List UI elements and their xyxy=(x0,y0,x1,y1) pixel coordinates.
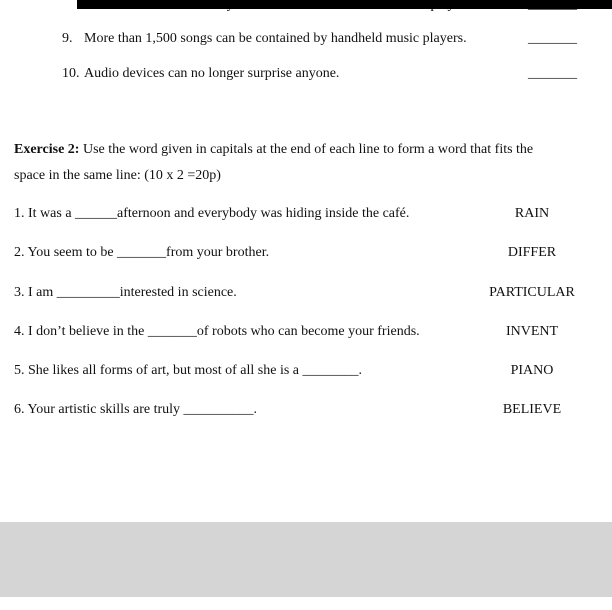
exercise2-item xyxy=(14,324,586,340)
capital-word: RAIN xyxy=(514,206,550,221)
capital-word: PIANO xyxy=(510,363,554,378)
page-gap xyxy=(0,522,612,597)
top-black-bar xyxy=(77,0,612,9)
item-text: Audio devices can no longer surprise anyone. xyxy=(84,66,340,81)
capital-word: PARTICULAR xyxy=(489,285,575,300)
capital-word: BELIEVE xyxy=(502,402,562,417)
item-number: 10. xyxy=(62,66,80,81)
answer-blank: _______ xyxy=(528,31,577,46)
item-sentence: 1. It was a ______afternoon and everybody was hiding inside the café. xyxy=(14,206,410,221)
capital-word: DIFFER xyxy=(507,245,557,260)
exercise2-item xyxy=(14,206,586,222)
exercise2-item xyxy=(14,402,586,418)
item-sentence: 3. I am _________interested in science. xyxy=(14,285,237,300)
exercise2-instructions: Use the word given in capitals at the end of each line to form a word that fits the xyxy=(79,142,534,157)
item-sentence: 2. You seem to be _______from your brother. xyxy=(14,245,270,260)
exercise2-item xyxy=(14,245,586,261)
answer-blank: _______ xyxy=(528,66,577,81)
capital-word: INVENT xyxy=(505,324,559,339)
next-page-top xyxy=(0,597,612,610)
exercise2-item xyxy=(14,363,586,379)
item-sentence: 4. I don’t believe in the _______of robots who can become your friends. xyxy=(14,324,420,339)
exercise2-title: Exercise 2: xyxy=(14,142,80,157)
item-text: More than 1,500 songs can be contained by handheld music players. xyxy=(84,31,467,46)
item-number: 9. xyxy=(62,31,73,46)
exercise2-item xyxy=(14,285,586,301)
item-sentence: 5. She likes all forms of art, but most of all she is a ________. xyxy=(14,363,363,378)
item-sentence: 6. Your artistic skills are truly __________. xyxy=(14,402,258,417)
exercise2-heading xyxy=(14,141,594,158)
exercise2-heading-line2: space in the same line: (10 x 2 =20p) xyxy=(14,168,221,183)
exercise1-item xyxy=(62,66,577,82)
exercise1-item xyxy=(62,31,577,47)
